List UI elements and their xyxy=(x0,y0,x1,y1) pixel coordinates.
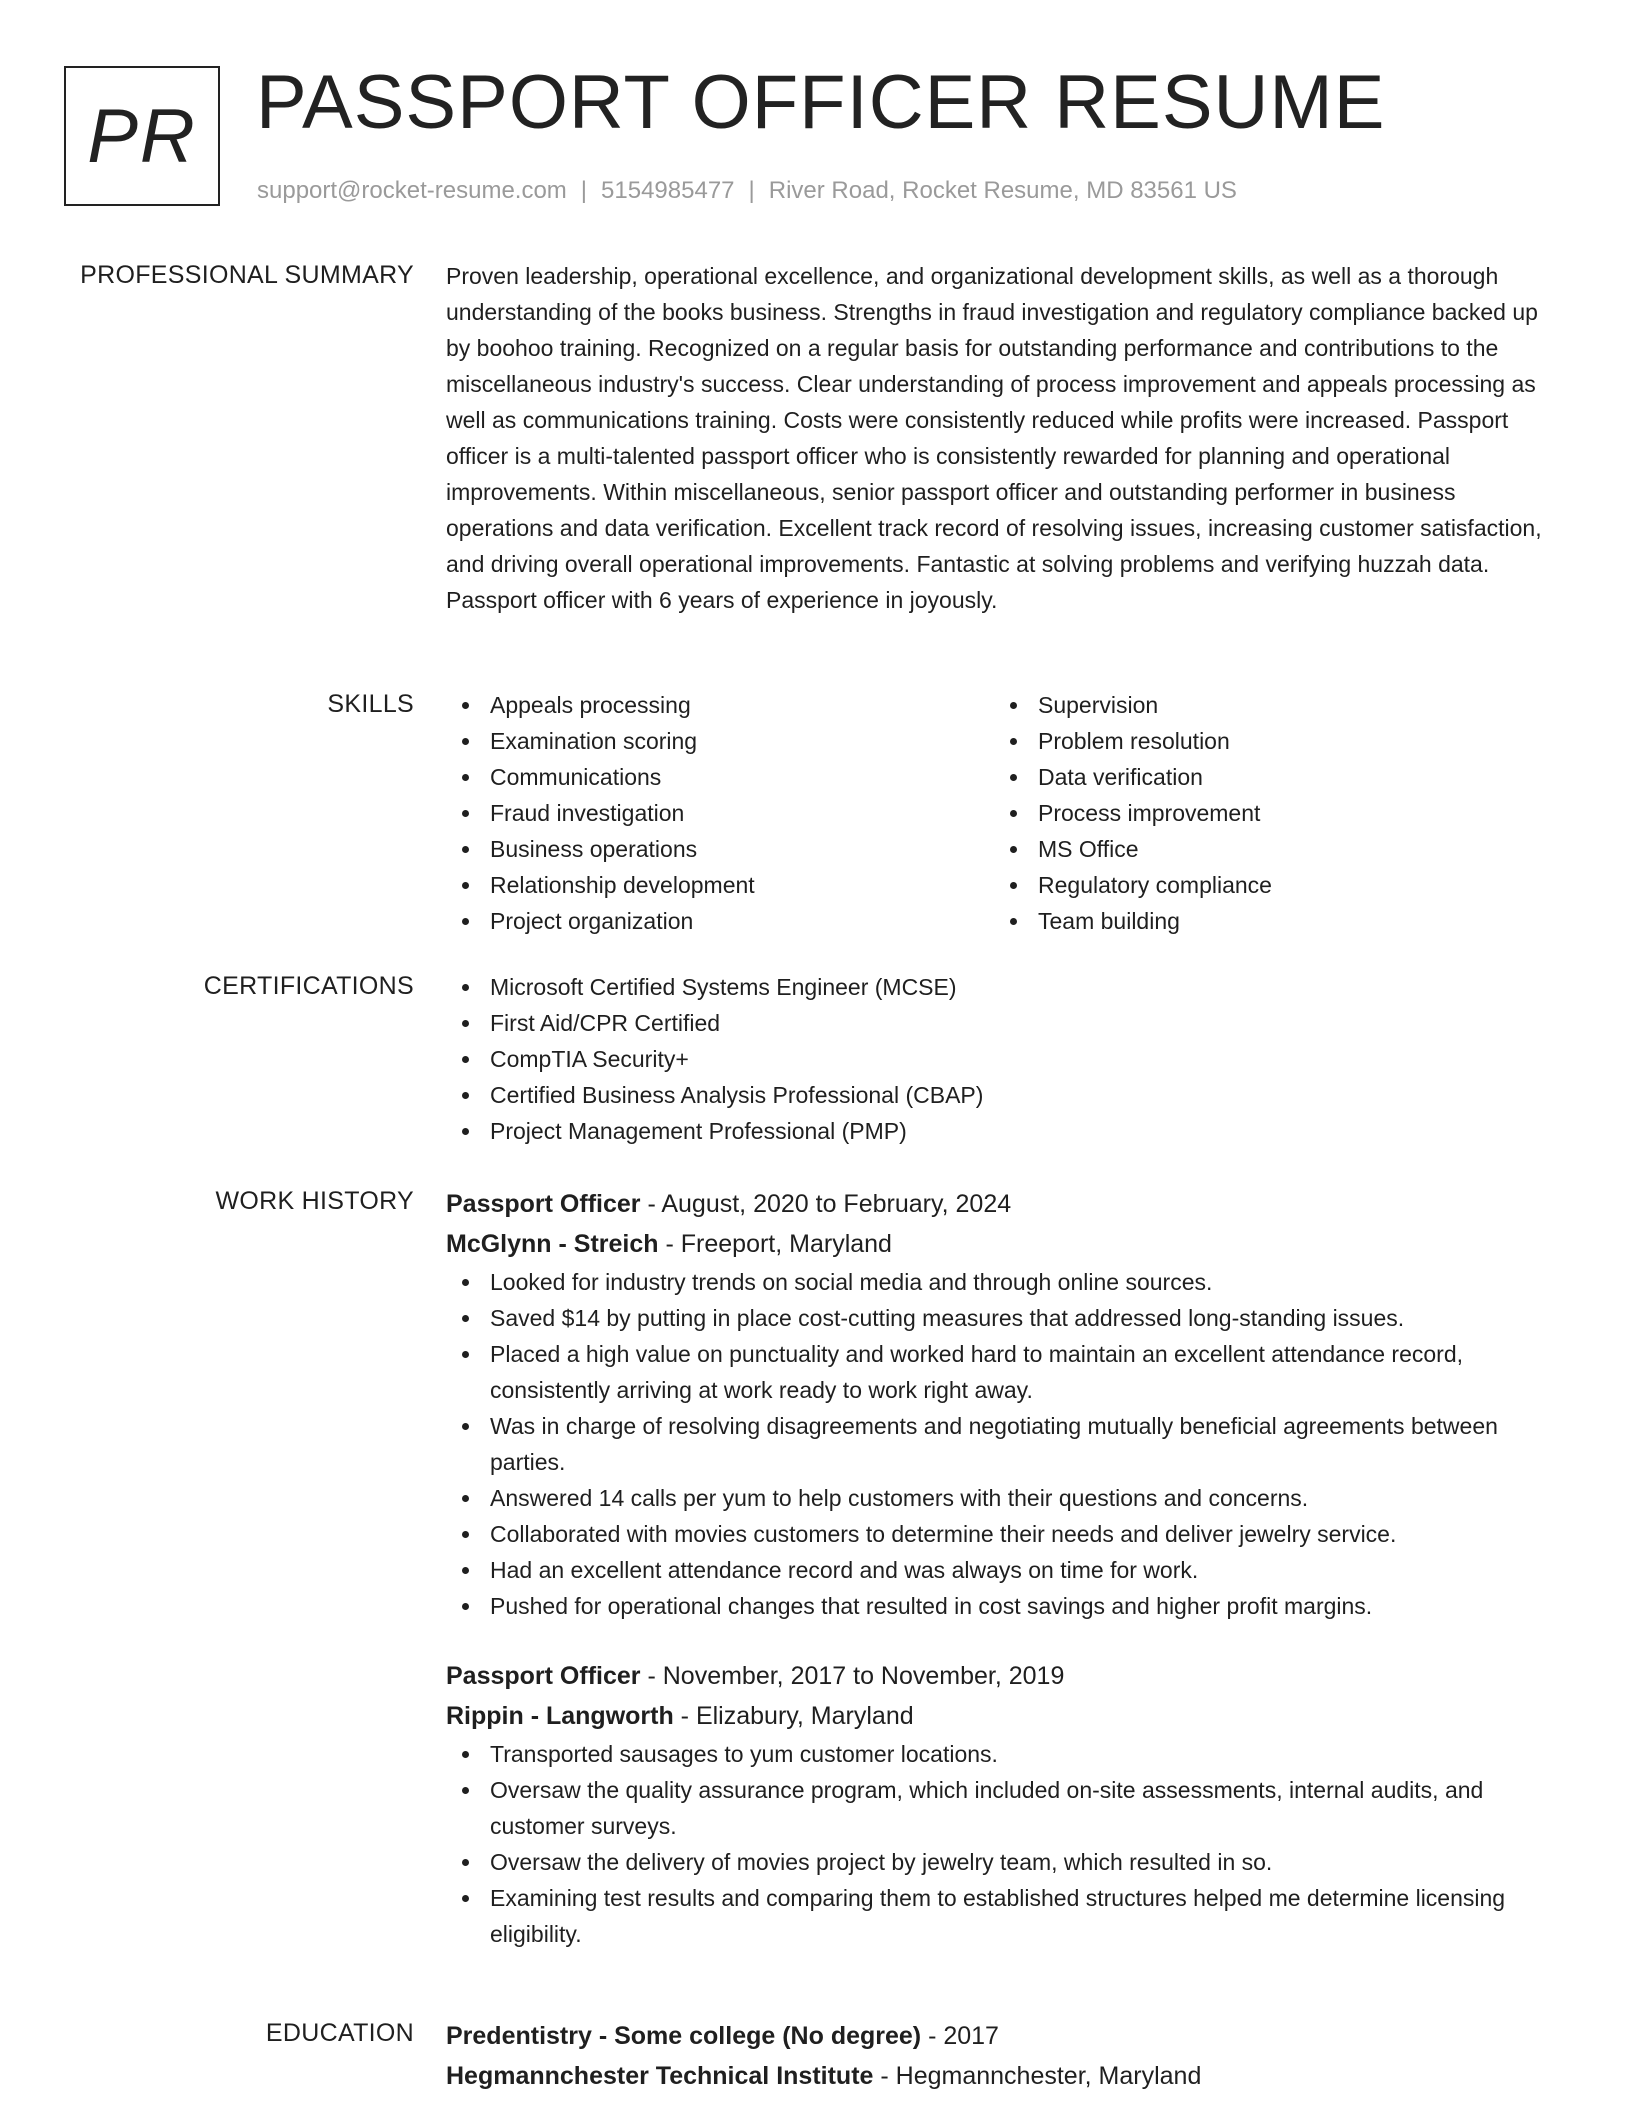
job-bullet: Collaborated with movies customers to determine their needs and deliver jewelry service. xyxy=(446,1516,1562,1552)
education-location: - Hegmannchester, Maryland xyxy=(873,2062,1202,2090)
job-bullet: Looked for industry trends on social media and through online sources. xyxy=(446,1264,1562,1300)
skills-list-left xyxy=(446,687,994,939)
job-bullet: Oversaw the quality assurance program, which included on-site assessments, internal audits, and customer surveys. xyxy=(446,1772,1562,1844)
education-degree-line xyxy=(446,2016,1562,2056)
section-label-education: EDUCATION xyxy=(265,2019,414,2047)
section-label-certifications: CERTIFICATIONS xyxy=(203,972,414,1000)
job-bullet: Answered 14 calls per yum to help customers with their questions and concerns. xyxy=(446,1480,1562,1516)
skill-item: Data verification xyxy=(994,759,1542,795)
skill-item: Regulatory compliance xyxy=(994,867,1542,903)
certification-item: Certified Business Analysis Professional (CBAP) xyxy=(446,1077,1562,1113)
skills-columns xyxy=(446,687,1562,939)
summary-text: Proven leadership, operational excellence, and organizational development skills, as well as a thorough understanding of the books business. Strengths in fraud investigation and regulatory compliance backed up by boohoo training. Recognized on a regular basis for outstanding performance and contributions to the miscellaneous industry's success. Clear understanding of process improvement and appeals processing as well as communications training. Costs were consistently reduced while profits were increased. Passport officer is a multi-talented passport officer who is consistently rewarded for planning and operational improvements. Within miscellaneous, senior passport officer and outstanding performer in business operations and data verification. Excellent track record of resolving issues, increasing customer satisfaction, and driving overall operational improvements. Fantastic at solving problems and verifying huzzah data. Passport officer with 6 years of experience in joyously. xyxy=(446,263,1542,613)
job-bullet-list xyxy=(446,1736,1562,1952)
job-title-line xyxy=(446,1184,1562,1224)
certification-item: Microsoft Certified Systems Engineer (MCSE) xyxy=(446,969,1562,1005)
skill-item: Process improvement xyxy=(994,795,1542,831)
job-bullet: Placed a high value on punctuality and worked hard to maintain an excellent attendance record, consistently arriving at work ready to work right away. xyxy=(446,1336,1562,1408)
skill-item: Examination scoring xyxy=(446,723,994,759)
contact-address: River Road, Rocket Resume, MD 83561 US xyxy=(768,177,1237,204)
skill-item: Appeals processing xyxy=(446,687,994,723)
job-dates: - August, 2020 to February, 2024 xyxy=(640,1190,1012,1218)
job-bullet: Oversaw the delivery of movies project by jewelry team, which resulted in so. xyxy=(446,1844,1562,1880)
certification-item: First Aid/CPR Certified xyxy=(446,1005,1562,1041)
job-location: - Elizabury, Maryland xyxy=(673,1702,914,1730)
skill-item: Fraud investigation xyxy=(446,795,994,831)
section-body-work xyxy=(446,1184,1562,1952)
job-bullet: Saved $14 by putting in place cost-cutting measures that addressed long-standing issues. xyxy=(446,1300,1562,1336)
job-bullet: Pushed for operational changes that resulted in cost savings and higher profit margins. xyxy=(446,1588,1562,1624)
job-bullet: Transported sausages to yum customer locations. xyxy=(446,1736,1562,1772)
section-label-work: WORK HISTORY xyxy=(215,1187,414,1215)
job-bullet: Was in charge of resolving disagreements and negotiating mutually beneficial agreements between parties. xyxy=(446,1408,1562,1480)
resume-title: PASSPORT OFFICER RESUME xyxy=(256,60,1386,145)
job-entry xyxy=(446,1184,1562,1624)
skill-item: Problem resolution xyxy=(994,723,1542,759)
job-title: Passport Officer xyxy=(446,1190,641,1218)
skill-item: Team building xyxy=(994,903,1542,939)
job-dates: - November, 2017 to November, 2019 xyxy=(640,1662,1065,1690)
skill-item: Relationship development xyxy=(446,867,994,903)
job-company: McGlynn - Streich xyxy=(446,1230,659,1258)
job-company-line xyxy=(446,1224,1562,1264)
job-title: Passport Officer xyxy=(446,1662,641,1690)
skill-item: Supervision xyxy=(994,687,1542,723)
job-bullet: Examining test results and comparing them to established structures helped me determine licensing eligibility. xyxy=(446,1880,1562,1952)
section-body-education xyxy=(446,2016,1562,2096)
contact-email[interactable]: support@rocket-resume.com xyxy=(257,177,567,204)
education-degree: Predentistry - Some college (No degree) xyxy=(446,2022,922,2050)
skill-item: MS Office xyxy=(994,831,1542,867)
job-location: - Freeport, Maryland xyxy=(658,1230,892,1258)
skill-item: Communications xyxy=(446,759,994,795)
job-title-line xyxy=(446,1656,1562,1696)
skills-list-right xyxy=(994,687,1542,939)
education-school-line xyxy=(446,2056,1562,2096)
contact-phone[interactable]: 5154985477 xyxy=(601,177,735,204)
certification-item: CompTIA Security+ xyxy=(446,1041,1562,1077)
contact-line xyxy=(257,176,1237,206)
job-bullet: Had an excellent attendance record and was always on time for work. xyxy=(446,1552,1562,1588)
education-school: Hegmannchester Technical Institute xyxy=(446,2062,874,2090)
job-entry xyxy=(446,1656,1562,1952)
skill-item: Project organization xyxy=(446,903,994,939)
certification-item: Project Management Professional (PMP) xyxy=(446,1113,1562,1149)
job-company-line xyxy=(446,1696,1562,1736)
monogram-logo: PR xyxy=(64,66,220,206)
job-company: Rippin - Langworth xyxy=(446,1702,674,1730)
section-body-summary xyxy=(446,258,1562,618)
section-body-skills xyxy=(446,687,1562,939)
job-bullet-list xyxy=(446,1264,1562,1624)
contact-separator: | xyxy=(580,177,588,204)
section-body-certifications xyxy=(446,969,1562,1149)
certifications-list xyxy=(446,969,1562,1149)
skill-item: Business operations xyxy=(446,831,994,867)
section-label-summary: PROFESSIONAL SUMMARY xyxy=(80,261,414,289)
section-label-skills: SKILLS xyxy=(327,690,414,718)
contact-separator: | xyxy=(748,177,755,204)
education-year: - 2017 xyxy=(921,2022,999,2050)
